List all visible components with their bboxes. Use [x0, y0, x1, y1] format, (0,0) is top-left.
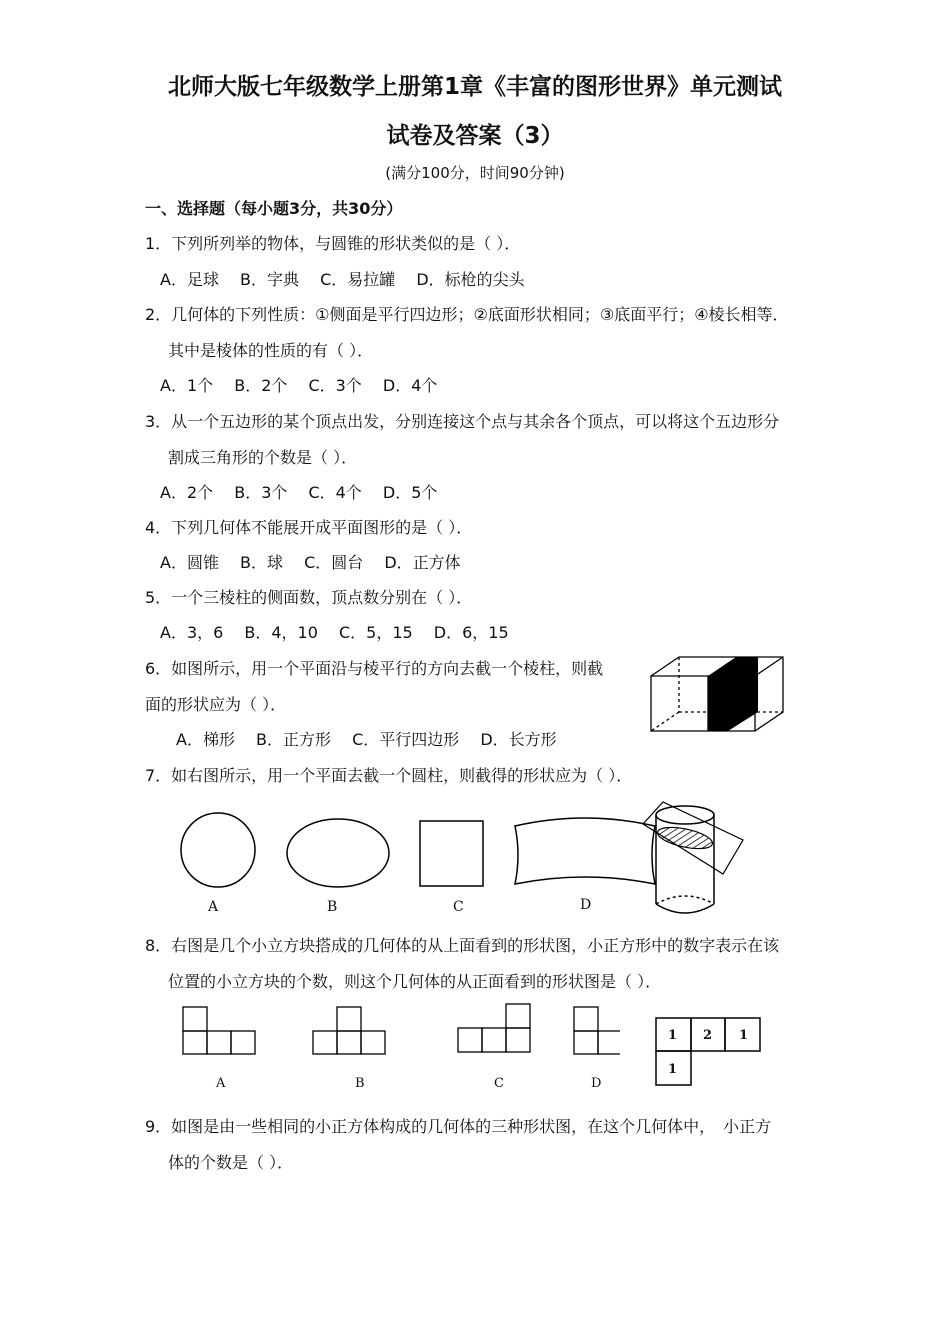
q6-stem-cont: 面的形状应为（ ）． [145, 695, 287, 714]
grid-cell-3: 1 [739, 1028, 749, 1043]
shaded-cross-section [708, 657, 758, 731]
q8-label-c: C [494, 1076, 504, 1091]
shape-circle [181, 813, 255, 887]
q3-stem-cont: 割成三角形的个数是（ ）． [168, 448, 358, 467]
q8-label-d: D [591, 1076, 602, 1091]
q1-options: A．足球 B．字典 C．易拉罐 D．标枪的尖头 [160, 270, 525, 289]
q4-stem: 4．下列几何体不能展开成平面图形的是（ ）． [145, 518, 473, 537]
q8-stem-cont: 位置的小立方块的个数，则这个几何体的从正面看到的形状图是（ ）． [168, 972, 662, 991]
q8-stem: 8．右图是几个小立方块搭成的几何体的从上面看到的形状图，小正方形中的数字表示在该 [145, 936, 780, 955]
q7-stem: 7．如右图所示，用一个平面去截一个圆柱，则截得的形状应为（ ）． [145, 766, 633, 785]
q2-options: A．1个 B．2个 C．3个 D．4个 [160, 376, 438, 395]
q8-views-figure [180, 1002, 620, 1058]
q7-label-b: B [327, 899, 338, 915]
hatched-section [656, 823, 715, 852]
q7-label-a: A [208, 899, 219, 915]
q5-stem: 5．一个三棱柱的侧面数，顶点数分别在（ ）． [145, 588, 473, 607]
q7-label-d: D [580, 897, 592, 913]
q5-options: A．3，6 B．4，10 C．5，15 D．6，15 [160, 623, 509, 642]
page-title-line1: 北师大版七年级数学上册第1章《丰富的图形世界》单元测试 [167, 74, 782, 100]
q9-stem: 9．如图是由一些相同的小正方体构成的几何体的三种形状图，在这个几何体中， 小正方 [145, 1117, 772, 1136]
q1-stem: 1．下列所列举的物体，与圆锥的形状类似的是（ ）． [145, 234, 521, 253]
q2-stem-cont: 其中是棱体的性质的有（ ）． [168, 341, 374, 360]
q6-options: A．梯形 B．正方形 C．平行四边形 D．长方形 [176, 730, 557, 749]
q7-shapes-figure [175, 800, 775, 918]
grid-cell-2: 2 [703, 1028, 713, 1043]
q9-stem-cont: 体的个数是（ ）． [168, 1153, 294, 1172]
shape-ellipse [287, 819, 389, 887]
shape-square [420, 821, 483, 886]
q6-stem: 6．如图所示，用一个平面沿与棱平行的方向去截一个棱柱，则截 [145, 659, 604, 678]
grid-cell-1: 1 [668, 1028, 678, 1043]
q3-stem: 3．从一个五边形的某个顶点出发，分别连接这个点与其余各个顶点，可以将这个五边形分 [145, 412, 780, 431]
q4-options: A．圆锥 B．球 C．圆台 D．正方体 [160, 553, 461, 572]
q3-options: A．2个 B．3个 C．4个 D．5个 [160, 483, 438, 502]
q8-label-b: B [355, 1076, 365, 1091]
q8-label-a: A [216, 1076, 226, 1091]
subtitle: (满分100分，时间90分钟) [385, 164, 565, 182]
q2-stem: 2．几何体的下列性质：①侧面是平行四边形；②底面形状相同；③底面平行；④棱长相等． [145, 305, 789, 324]
grid-cell-4: 1 [668, 1062, 678, 1077]
q7-label-c: C [453, 899, 464, 915]
prism-section-figure [648, 654, 788, 734]
section-heading: 一、选择题（每小题3分，共30分） [145, 199, 403, 218]
shape-curved-rect [515, 818, 655, 884]
page-title-line2: 试卷及答案（3） [386, 123, 564, 149]
